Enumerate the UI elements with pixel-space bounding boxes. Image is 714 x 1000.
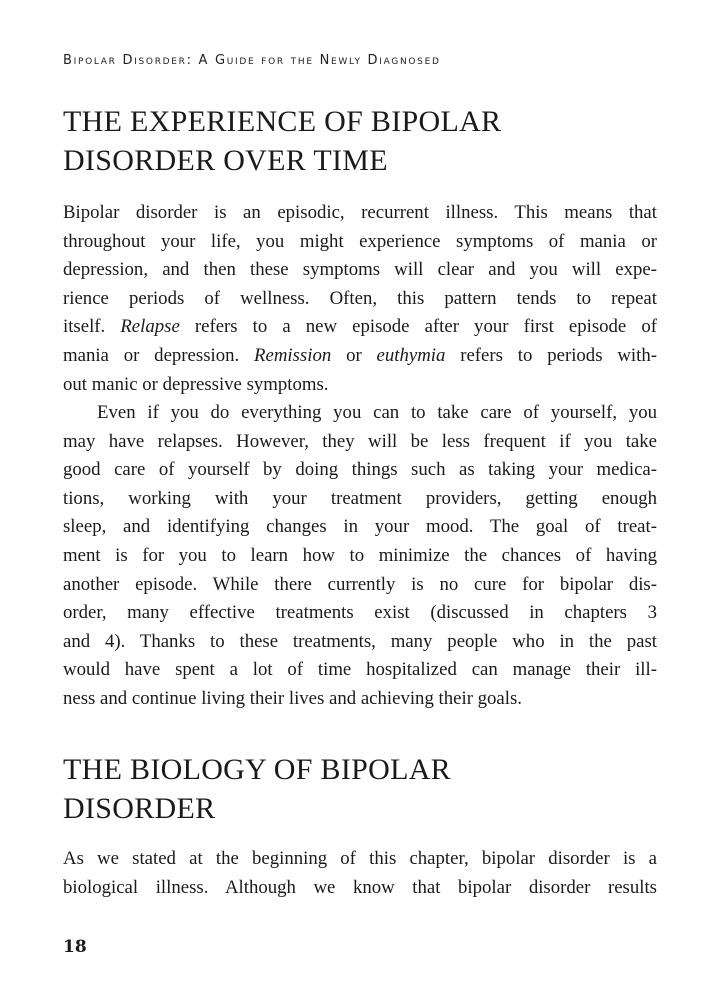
text-line: Even if you do everything you can to take care of yourself, you <box>97 402 657 423</box>
page-number: 18 <box>63 937 87 957</box>
text-line: rience periods of wellness. Often, this pattern tends to repeat <box>63 287 657 309</box>
paragraph-relapses <box>63 399 657 714</box>
text-run: or <box>331 344 377 366</box>
text-run: refers to periods with- <box>445 344 657 366</box>
text-line: good care of yourself by doing things such as taking your medica- <box>63 459 657 481</box>
term-relapse: Relapse <box>120 316 180 338</box>
term-euthymia: euthymia <box>376 344 446 366</box>
running-head: Bipolar Disorder: A Guide for the Newly Diagnosed <box>63 53 441 68</box>
section-heading-biology <box>63 750 663 828</box>
text-line: would have spent a lot of time hospitalized can manage their ill- <box>63 659 657 681</box>
text-line: may have relapses. However, they will be less frequent if you take <box>63 430 657 452</box>
text-line <box>63 342 657 371</box>
text-run: mania or depression. <box>63 344 255 366</box>
text-line: tions, working with your treatment providers, getting enough <box>63 487 657 509</box>
text-line: sleep, and identifying changes in your mood. The goal of treat- <box>63 516 657 538</box>
text-line: As we stated at the beginning of this chapter, bipolar disorder is a <box>63 848 657 869</box>
text-line: out manic or depressive symptoms. <box>63 373 329 395</box>
text-line: throughout your life, you might experience symptoms of mania or <box>63 230 657 252</box>
text-run: itself. <box>63 316 121 338</box>
text-line: biological illness. Although we know that bipolar disorder results <box>63 876 657 898</box>
paragraph-episodic <box>63 199 657 399</box>
heading-line: DISORDER OVER TIME <box>63 144 388 177</box>
heading-line: DISORDER <box>63 792 216 825</box>
text-line: Bipolar disorder is an episodic, recurrent illness. This means that <box>63 202 657 223</box>
heading-line: THE BIOLOGY OF BIPOLAR <box>63 753 451 786</box>
text-line: ment is for you to learn how to minimize the chances of having <box>63 544 657 566</box>
text-line: and 4). Thanks to these treatments, many people who in the past <box>63 630 657 652</box>
text-line <box>63 313 657 342</box>
heading-line: THE EXPERIENCE OF BIPOLAR <box>63 105 502 138</box>
text-line: order, many effective treatments exist (discussed in chapters 3 <box>63 602 657 624</box>
text-line: ness and continue living their lives and achieving their goals. <box>63 687 522 709</box>
text-run: refers to a new episode after your first episode of <box>179 316 657 338</box>
paragraph-biology <box>63 845 657 902</box>
text-line: another episode. While there currently is no cure for bipolar dis- <box>63 573 657 595</box>
term-remission: Remission <box>254 344 332 366</box>
section-heading-experience <box>63 102 663 180</box>
text-line: depression, and then these symptoms will clear and you will expe- <box>63 259 657 281</box>
